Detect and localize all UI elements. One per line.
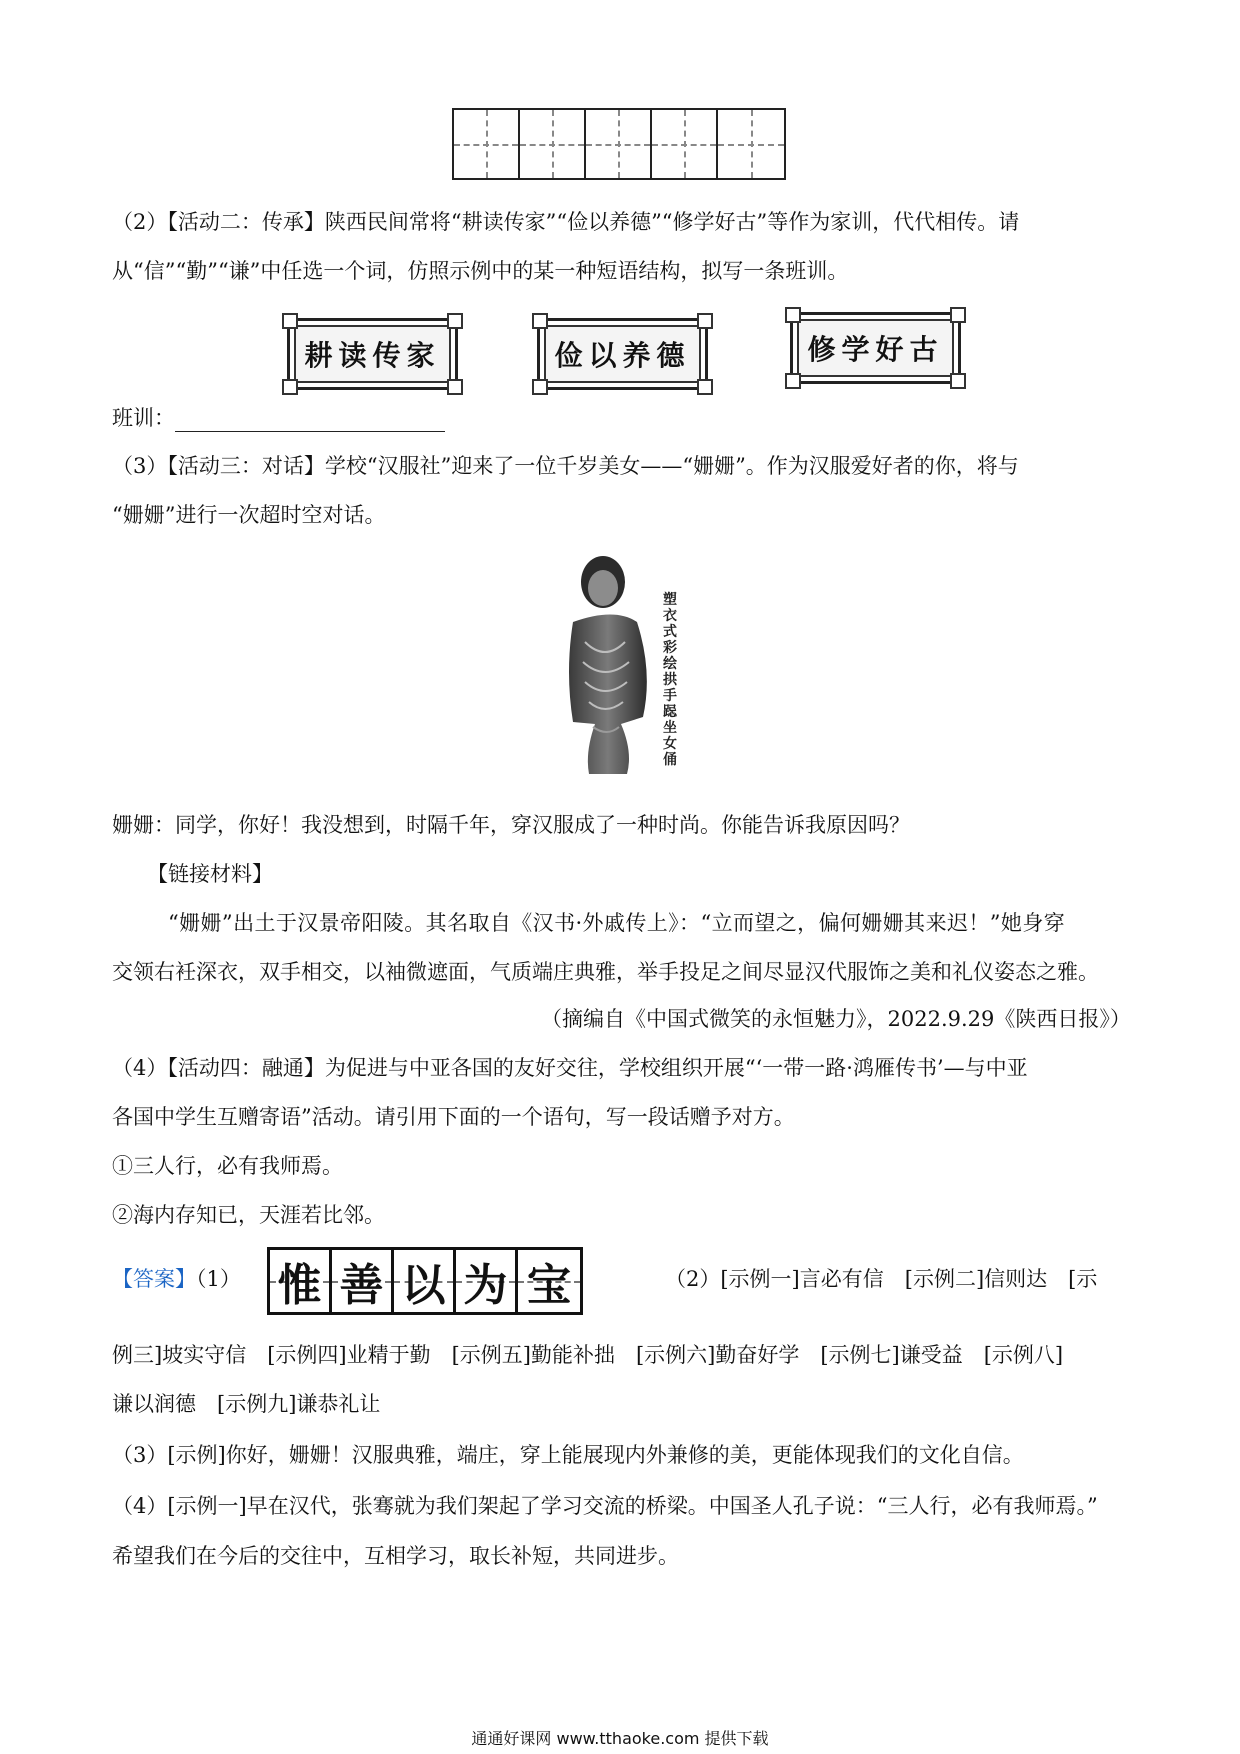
grid-cell [454,110,520,178]
answer-part4-line1: （4）[示例一]早在汉代，张骞就为我们架起了学习交流的桥梁。中国圣人孔子说：“三人行，必有我师焉。” [112,1494,1098,1518]
answer-grid-cell [270,1250,332,1312]
q4-option1: ①三人行，必有我师焉。 [112,1154,343,1178]
material-line2: 交领右衽深衣，双手相交，以袖微遮面，气质端庄典雅，举手投足之间尽显汉代服饰之美和礼仪姿态之雅。 [112,960,1099,984]
shanshan-dialogue: 姗姗：同学，你好！我没想到，时隔千年，穿汉服成了一种时尚。你能告诉我原因吗？ [112,813,910,837]
writing-grid [452,108,786,180]
material-line1: “姗姗”出土于汉景帝阳陵。其名取自《汉书·外戚传上》：“立而望之，偏何姗姗其来迟！”她身穿 [168,911,1066,935]
plaque-3 [790,312,961,384]
answer-part2-line2: 例三]坡实守信 [示例四]业精于勤 [示例五]勤能补拙 [示例六]勤奋好学 [示例七]谦受益 [示例八] [112,1343,1064,1367]
plaque-3-text: 修学好古 [807,333,944,366]
motto-blank [175,409,445,432]
answer-char: 惟 [277,1260,322,1311]
answer-label: 【答案】 [112,1267,196,1291]
plaque-1-text: 耕读传家 [304,339,441,372]
material-title: 【链接材料】 [147,862,273,886]
figurine-caption: 塑衣式彩绘拱手跽坐女俑 [663,592,677,768]
figurine-photo [555,552,685,777]
grid-cell [520,110,586,178]
q3-line2: “姗姗”进行一次超时空对话。 [112,503,386,527]
material-source: （摘编自《中国式微笑的永恒魅力》，2022.9.29《陕西日报》） [541,1007,1131,1031]
plaque-1 [287,318,458,390]
answer-char: 善 [339,1260,384,1311]
answer-part3: （3）[示例]你好，姗姗！汉服典雅，端庄，穿上能展现内外兼修的美，更能体现我们的文化自信。 [112,1443,1024,1467]
answer-grid-cell [456,1250,518,1312]
answer-part2-line3: 谦以润德 [示例九]谦恭礼让 [112,1392,381,1416]
answer-part2-line1: （2）[示例一]言必有信 [示例二]信则达 [示 [665,1267,1098,1291]
answer-char: 为 [463,1260,508,1311]
answer-part1-prefix: （1） [196,1267,241,1291]
grid-cell [586,110,652,178]
q2-line2: 从“信”“勤”“谦”中任选一个词，仿照示例中的某一种短语结构，拟写一条班训。 [112,259,849,283]
answer-char: 以 [401,1260,446,1311]
q2-line1: （2）【活动二：传承】陕西民间常将“耕读传家”“俭以养德”“修学好古”等作为家训，代代相传。请 [112,210,1020,234]
answer-grid [267,1247,583,1315]
grid-cell [718,110,784,178]
motto-answer-line [112,402,445,432]
plaque-2 [537,318,708,390]
q4-option2: ②海内存知已，天涯若比邻。 [112,1203,385,1227]
q4-line1: （4）【活动四：融通】为促进与中亚各国的友好交往，学校组织开展“‘一带一路·鸿雁传书’—与中亚 [112,1056,1028,1080]
plaque-2-text: 俭以养德 [554,339,691,372]
answer-grid-cell [394,1250,456,1312]
answer-grid-cell [332,1250,394,1312]
q4-line2: 各国中学生互赠寄语”活动。请引用下面的一个语句，写一段话赠予对方。 [112,1105,795,1129]
motto-label: 班训： [112,406,175,430]
answer-char: 宝 [527,1260,571,1311]
footer-text: 通通好课网 www.tthaoke.com 提供下载 [471,1729,769,1748]
answer-part4-line2: 希望我们在今后的交往中，互相学习，取长补短，共同进步。 [112,1544,679,1568]
q3-line1: （3）【活动三：对话】学校“汉服社”迎来了一位千岁美女——“姗姗”。作为汉服爱好者的你，将与 [112,454,1019,478]
answer-part1 [112,1263,241,1293]
grid-cell [652,110,718,178]
answer-grid-cell [518,1250,580,1312]
